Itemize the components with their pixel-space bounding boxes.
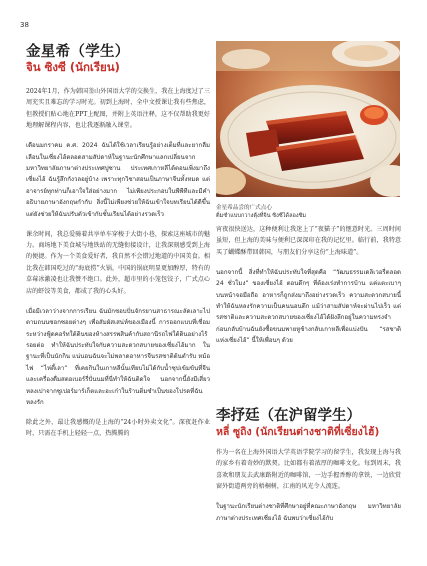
second-article-title-thai: หลี่ ซูถิง (นักเรียนต่างชาติที่เซี่ยงไฮ้) (216, 426, 380, 438)
article-title-thai: จิน ซิงซี (นักเรียน) (26, 60, 120, 74)
paragraph-zh: 课余时间，我总爱骑着共享单车穿梭于大街小巷，探索这座城市的魅力。商场地下美食城与地铁站的无缝衔接设计，让我深刻感受到上海的便捷。作为一个美食爱好者，我自然不会错过地道的中国美食。相比我在韩国吃过的“海底捞”火锅，中国的锅底明显更加醇厚，特有的草莓冰激凌也让我赞不绝口。此外，超市里的小笼包饺子，广式点心店的虾饺等美食，都成了我的心头好。 (26, 230, 210, 295)
second-article-title-chinese: 李抒廷（在沪留学生） (216, 407, 361, 424)
paragraph-th: ในฐานะนักเรียนต่างชาติที่ศึกษาอยู่ที่คณะภาษาอังกฤษ มหาวิทยาลัยภาษาต่างประเทศเซี่ยงไฮ้ ฉันพบว่าเซี่ยงไฮ้กับ (216, 503, 401, 522)
paragraph-zh: 除此之外，最让我感慨的是上海的“24小时外卖文化”。深夜赶作业时，只需在手机上轻轻一点，热腾腾的 (26, 418, 210, 438)
paragraph-th: นอกจากนี้ สิ่งที่ทำให้ฉันประทับใจที่สุดคือ “วัฒนธรรมเดลิเวอรี่ตลอด 24 ชั่วโมง” ของเซี่ยงไฮ้ ตอนดึกๆ ที่ต้องเร่งทำการบ้าน แค่แตะเบาๆ บนหน้าจอมือถือ อาหารก็ถูกส่งมาถึงอย่างรวดเร็ว ความสะดวกสบายนี้ทำให้ฉันหลงรักความเป็นคนนอนดึก แม้ว่าสามสัปดาห์จะผ่านไปเร็ว แต่รสชาติและความสะดวกสบายของเซี่ยงไฮ้ได้ฝังลึกอยู่ในความทรงจำ ก่อนกลับบ้านฉันยังซื้อขนมพายหูช้างกลับเกาหลีเพื่อแบ่งปัน “รสชาติแห่งเซี่ยงไฮ้” นี้ให้เพื่อนๆ ด้วย (216, 268, 401, 345)
dim-sum-photo (216, 41, 400, 197)
dim-sum-illustration (216, 41, 400, 197)
paragraph-zh: 作为一名在上海外国语大学英语学院学习的留学生，我发现上海与我的家乡有着奇妙的默契。比如都有着浓厚的咖啡文化。每到周末，我喜欢和朋友去武康路附近的咖啡馆，一边手握香醇的拿铁，一边欣赏窗外街道两旁的梧桐树，江南的风光令人流连。 (216, 449, 401, 491)
paragraph-zh: 宵夜很快送达，这种便利让我迷上了“夜猫子”的惬意时光。三周时间虽短，但上海的美味与便利已深深印在我的记忆里。临行前，我特意买了蝴蝶酥带回韩国，与朋友们分享这份“上海味道”。 (216, 226, 401, 256)
paragraph-zh: 2024年1月，作为韩国釜山外国语大学的交换生，我在上海度过了三周充实且难忘的学习时光。初到上海时，全中文授课让我有些焦虑，但教授们贴心地在PPT上配图，并附上英语注释，这不仅帮助我更好地理解课程内容，也让我逐渐融入课堂。 (26, 88, 210, 130)
second-article-body (216, 447, 401, 533)
paragraph-th: เมื่อมีเวลาว่างจากการเรียน ฉันมักชอบปั่นจักรยานสาธารณะลัดเลาะไปตามถนนซอกซอยต่างๆ เพื่อสัมผัสเสน่ห์ของเมืองนี้ การออกแบบที่เชื่อมระหว่างฟู้ดคอร์ทใต้ดินของห้างสรรพสินค้ากับสถานีรถไฟใต้ดินอย่างไร้รอยต่อ ทำให้ฉันประทับใจกับความสะดวกสบายของเซี่ยงไฮ้มาก ในฐานะที่เป็นนักกิน แน่นอนฉันจะไม่พลาดอาหารจีนรสชาติต้นตำรับ หม้อไฟ “ไห่ตี้เลา” ที่เคยกินในเกาหลีนั้นเทียบไม่ได้กับน้ำซุปเข้มข้นที่จีน และเครื่องดื่มสตอเบอร์รี่ปั่นนมที่นี่ทำให้ฉันติดใจ นอกจากนี้ยังมีเสี่ยวหลงเปาจากซูเปอร์มาร์เก็ตและฮะเก๋าในร้านติ่มซำเป็นของโปรดที่ฉันหลงรัก (26, 307, 210, 406)
article-title-chinese: 金星希（学生） (26, 43, 130, 60)
paragraph-th: เดือนมกราคม ค.ศ. 2024 ฉันได้ใช้เวลาเรียนรู้อย่างเต็มที่และยากลืมเลือนในเซี่ยงไฮ้ตลอดสามสัปดาห์ในฐานะนักศึกษาแลกเปลี่ยนจากมหาวิทยาลัยภาษาต่างประเทศปูซาน ประเทศเกาหลีได้ตอนเพิ่งมาถึงเซี่ยงไฮ้ ฉันรู้สึกกังวลอยู่บ้าง เพราะทุกวิชาสอนเป็นภาษาจีนทั้งหมด แต่อาจารย์ทุกท่านก็เอาใจใส่อย่างมาก ไม่เพียงประกอบในพีพีทีและมีคำอธิบายภาษาอังกฤษกำกับ สิ่งนี้ไม่เพียงช่วยให้ฉันเข้าใจบทเรียนได้ดีขึ้น แต่ยังช่วยให้ฉันปรับตัวเข้ากับชั้นเรียนได้อย่างรวดเร็ว (26, 142, 210, 218)
right-column-body (216, 224, 401, 355)
page-number: 38 (20, 21, 29, 29)
photo-caption-chinese: 金星希品尝的广式点心 (216, 205, 272, 211)
photo-caption-thai: ติ่มซำแบบกวางตุ้งที่จิน ซิงซีได้ลองชิม (216, 213, 307, 219)
left-column-body (26, 86, 210, 448)
